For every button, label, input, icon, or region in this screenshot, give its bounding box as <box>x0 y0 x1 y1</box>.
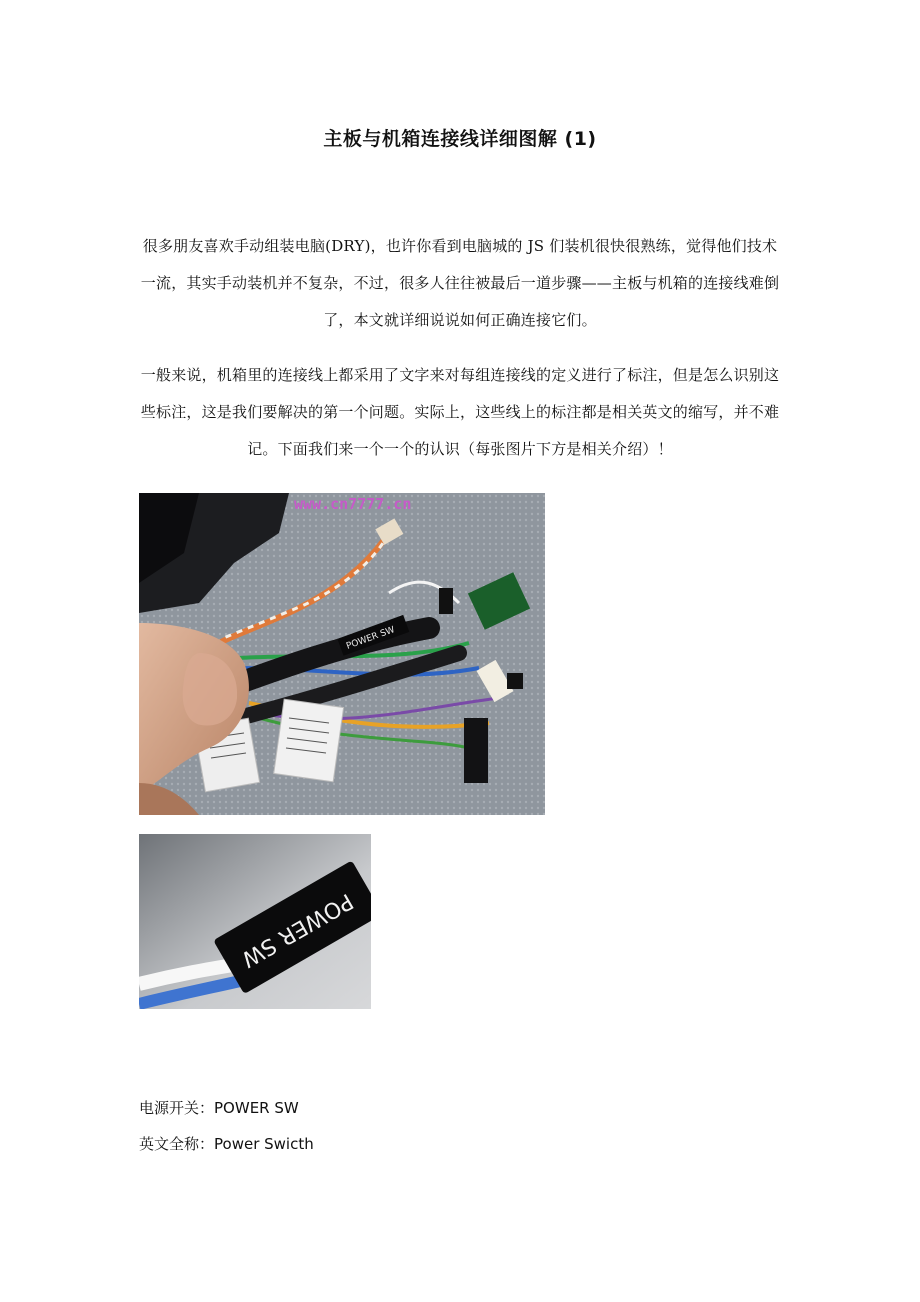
page-title: 主板与机箱连接线详细图解 (1) <box>323 128 597 150</box>
explanation-paragraph: 一般来说，机箱里的连接线上都采用了文字来对每组连接线的定义进行了标注，但是怎么识别这些标注，这是我们要解决的第一个问题。实际上，这些线上的标注都是相关英文的缩写，并不难记。下面我们来一个一个的认识（每张图片下方是相关介绍）！ <box>140 366 780 458</box>
connector-name-line <box>139 1097 299 1119</box>
connector-fullname-value: Power Swicth <box>214 1135 314 1153</box>
cable-label-text: POWER SW <box>345 625 397 652</box>
power-sw-closeup-photo <box>139 834 371 1009</box>
connector-name-value: POWER SW <box>214 1099 299 1117</box>
watermark-text: www.cn7777.cn <box>294 495 412 513</box>
intro-paragraph: 很多朋友喜欢手动组装电脑(DRY)，也许你看到电脑城的 JS 们装机很快很熟练，觉得他们技术一流，其实手动装机并不复杂，不过，很多人往往被最后一道步骤——主板与机箱的连接线难倒了，本文就详细说说如何正确连接它们。 <box>140 237 780 329</box>
connector-name-label: 电源开关： <box>139 1099 215 1117</box>
cable-bundle-photo <box>139 493 545 815</box>
connector-fullname-line <box>139 1133 314 1155</box>
connector-fullname-label: 英文全称： <box>139 1135 215 1153</box>
sleeve-label-text: POWER SW <box>236 887 357 972</box>
